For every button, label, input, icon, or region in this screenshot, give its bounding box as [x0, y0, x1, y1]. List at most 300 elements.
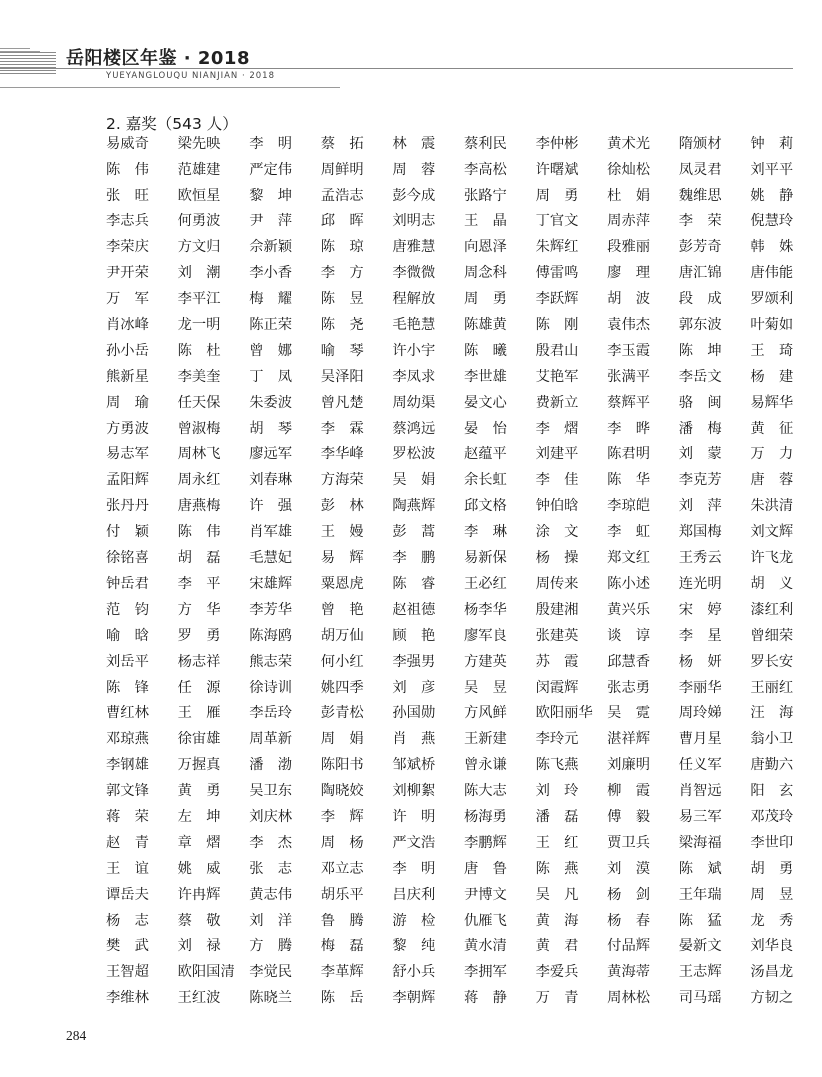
person-name: 曾淑梅	[177, 420, 221, 437]
person-name: 喻晗	[106, 627, 164, 644]
person-name: 张志勇	[607, 679, 651, 696]
person-name: 李玲元	[535, 731, 579, 748]
person-name: 刘建平	[535, 446, 579, 463]
person-name: 李晔	[607, 420, 665, 437]
person-name: 李荣庆	[106, 239, 149, 256]
person-name: 刘华良	[750, 938, 794, 955]
person-name: 鲁腾	[320, 912, 378, 929]
person-name: 朱委波	[249, 394, 293, 411]
name-row	[106, 519, 794, 545]
person-name: 闵霞辉	[535, 679, 579, 696]
person-name: 王秀云	[678, 550, 722, 567]
person-name: 任天保	[177, 394, 221, 411]
person-name: 黄术光	[607, 135, 651, 152]
person-name: 彭林	[320, 498, 378, 515]
person-name: 吴霓	[607, 705, 665, 722]
person-name: 陈杜	[177, 342, 235, 359]
person-name: 郑文红	[607, 550, 651, 567]
person-name: 梅耀	[249, 291, 307, 308]
name-row	[106, 493, 794, 519]
person-name: 罗长安	[750, 653, 794, 670]
person-name: 喻琴	[320, 342, 378, 359]
name-row	[106, 468, 808, 494]
person-name: 李霖	[320, 420, 378, 437]
person-name: 陶晓姣	[320, 783, 364, 800]
person-name: 游检	[392, 912, 450, 929]
person-name: 刘潮	[177, 265, 235, 282]
person-name: 万军	[106, 291, 164, 308]
person-name: 李世印	[750, 834, 794, 851]
name-row	[106, 623, 794, 649]
person-name: 陈小述	[607, 575, 651, 592]
person-name: 晏怡	[463, 420, 522, 437]
person-name: 李平	[177, 575, 235, 592]
person-name: 周昱	[750, 886, 808, 903]
person-name: 吴卫东	[249, 783, 293, 800]
person-name: 徐铭喜	[106, 550, 149, 567]
person-name: 陈岳	[320, 990, 378, 1007]
person-name: 欧阳国清	[177, 964, 235, 981]
person-name: 黄兴乐	[607, 601, 651, 618]
person-name: 曾细荣	[750, 627, 794, 644]
person-name: 方华	[177, 601, 235, 618]
person-name: 方海荣	[320, 472, 364, 489]
person-name: 何勇波	[177, 213, 221, 230]
person-name: 程解放	[392, 291, 436, 308]
person-name: 胡勇	[750, 860, 808, 877]
name-row	[106, 778, 808, 804]
person-name: 左坤	[177, 808, 235, 825]
person-name: 邱晖	[320, 213, 378, 230]
name-row	[106, 183, 808, 209]
person-name: 刘萍	[678, 498, 736, 515]
person-name: 骆闽	[678, 394, 736, 411]
name-row	[106, 571, 808, 597]
person-name: 刘蒙	[678, 446, 736, 463]
person-name: 张志	[249, 860, 307, 877]
person-name: 胡琴	[249, 420, 307, 437]
person-name: 梁海福	[678, 834, 722, 851]
person-name: 欧恒星	[177, 187, 221, 204]
person-name: 晏新文	[678, 938, 722, 955]
person-name: 李辉	[320, 808, 378, 825]
person-name: 刘岳平	[106, 653, 149, 670]
person-name: 李鹏辉	[463, 834, 507, 851]
person-name: 陈猛	[678, 912, 736, 929]
yearbook-title: 岳阳楼区年鉴 · 2018	[66, 48, 250, 69]
person-name: 廖军良	[463, 627, 507, 644]
name-row	[106, 752, 794, 778]
person-name: 陈尧	[320, 317, 378, 334]
person-name: 易三军	[678, 808, 722, 825]
person-name: 杨海勇	[463, 808, 507, 825]
person-name: 周勇	[463, 291, 522, 308]
person-name: 谭岳夫	[106, 886, 149, 903]
name-row	[106, 985, 794, 1011]
person-name: 陈伟	[177, 524, 235, 541]
header-rule	[0, 87, 340, 88]
person-name: 唐勤六	[750, 757, 794, 774]
person-name: 赵蕴平	[463, 446, 507, 463]
person-name: 徐灿松	[607, 161, 651, 178]
person-name: 吕庆利	[392, 886, 436, 903]
person-name: 刘洋	[249, 912, 307, 929]
person-name: 任源	[177, 679, 235, 696]
person-name: 周念科	[463, 265, 507, 282]
person-name: 李凤求	[392, 368, 436, 385]
person-name: 陈坤	[678, 342, 736, 359]
person-name: 李世雄	[463, 368, 507, 385]
person-name: 赵祖德	[392, 601, 436, 618]
name-row	[106, 545, 794, 571]
person-name: 周永红	[177, 472, 221, 489]
person-name: 刘平平	[750, 161, 794, 178]
person-name: 傅雷鸣	[535, 265, 579, 282]
person-name: 费新立	[535, 394, 579, 411]
person-name: 梅磊	[320, 938, 378, 955]
person-name: 毛艳慧	[392, 317, 436, 334]
person-name: 黄水清	[463, 938, 507, 955]
person-name: 李方	[320, 265, 378, 282]
person-name: 郭东波	[678, 317, 722, 334]
person-name: 陈睿	[392, 575, 450, 592]
person-name: 章熠	[177, 834, 235, 851]
person-name: 李觉民	[249, 964, 293, 981]
person-name: 方建英	[463, 653, 507, 670]
person-name: 王谊	[106, 860, 164, 877]
person-name: 胡乐平	[320, 886, 364, 903]
person-name: 陈刚	[535, 317, 593, 334]
person-name: 樊武	[106, 938, 164, 955]
person-name: 翁小卫	[750, 731, 794, 748]
person-name: 王晶	[463, 213, 522, 230]
person-name: 向恩泽	[463, 239, 507, 256]
person-name: 梁先映	[177, 135, 221, 152]
person-name: 杜娟	[607, 187, 665, 204]
person-name: 陶燕辉	[392, 498, 436, 515]
person-name: 顾艳	[392, 627, 450, 644]
person-name: 曾娜	[249, 342, 307, 359]
person-name: 周瑜	[106, 394, 164, 411]
person-name: 王红	[535, 834, 593, 851]
person-name: 李美奎	[177, 368, 221, 385]
person-name: 林震	[392, 135, 450, 152]
person-name: 许飞龙	[750, 550, 794, 567]
person-name: 钟莉	[750, 135, 808, 152]
person-name: 李高松	[463, 161, 507, 178]
person-name: 李克芳	[678, 472, 722, 489]
person-name: 潘磊	[535, 808, 593, 825]
person-name: 阳玄	[750, 783, 808, 800]
person-name: 胡万仙	[320, 627, 364, 644]
person-name: 邓茂玲	[750, 808, 794, 825]
person-name: 孙国勋	[392, 705, 436, 722]
person-name: 易志军	[106, 446, 149, 463]
person-name: 黄君	[535, 938, 593, 955]
name-row	[106, 260, 794, 286]
person-name: 仇雁飞	[463, 912, 507, 929]
person-name: 唐汇锦	[678, 265, 722, 282]
person-name: 周革新	[249, 731, 293, 748]
person-name: 李熠	[535, 420, 593, 437]
person-name: 殷建湘	[535, 601, 579, 618]
person-name: 陈伟	[106, 161, 164, 178]
name-row	[106, 597, 794, 623]
name-row	[106, 726, 794, 752]
person-name: 李革辉	[320, 964, 364, 981]
person-name: 袁伟杰	[607, 317, 651, 334]
person-name: 黎坤	[249, 187, 307, 204]
person-name: 漆红利	[750, 601, 794, 618]
person-name: 唐雅慧	[392, 239, 436, 256]
person-name: 黄海蒂	[607, 964, 651, 981]
person-name: 李佳	[535, 472, 593, 489]
person-name: 钟伯晗	[535, 498, 579, 515]
person-name: 龙秀	[750, 912, 808, 929]
person-name: 涂文	[535, 524, 593, 541]
person-name: 张建英	[535, 627, 579, 644]
person-name: 周鲜明	[320, 161, 364, 178]
person-name: 叶菊如	[750, 317, 794, 334]
person-name: 罗松波	[392, 446, 436, 463]
person-name: 吴凡	[535, 886, 593, 903]
person-name: 吴娟	[392, 472, 450, 489]
person-name: 韩姝	[750, 239, 808, 256]
person-name: 付颖	[106, 524, 164, 541]
person-name: 陈斌	[678, 860, 736, 877]
person-name: 周林飞	[177, 446, 221, 463]
person-name: 李琼皑	[607, 498, 651, 515]
section-title: 2. 嘉奖（543 人）	[106, 115, 238, 133]
person-name: 彭蒿	[392, 524, 450, 541]
person-name: 王丽红	[750, 679, 794, 696]
person-name: 舒小兵	[392, 964, 436, 981]
person-name: 王雁	[177, 705, 235, 722]
person-name: 佘新颖	[249, 239, 293, 256]
person-name: 周娟	[320, 731, 378, 748]
person-name: 张路宁	[463, 187, 507, 204]
person-name: 汤昌龙	[750, 964, 794, 981]
person-name: 汪海	[750, 705, 808, 722]
person-name: 苏霞	[535, 653, 593, 670]
person-name: 徐诗训	[249, 679, 293, 696]
person-name: 李虹	[607, 524, 665, 541]
person-name: 丁官文	[535, 213, 579, 230]
person-name: 李维林	[106, 990, 149, 1007]
person-name: 王新建	[463, 731, 507, 748]
person-name: 殷君山	[535, 342, 579, 359]
person-name: 许小宇	[392, 342, 436, 359]
person-name: 孟阳辉	[106, 472, 149, 489]
person-name: 唐蓉	[750, 472, 808, 489]
person-name: 邱文格	[463, 498, 507, 515]
name-row	[106, 934, 794, 960]
person-name: 周赤萍	[607, 213, 651, 230]
person-name: 李丽华	[678, 679, 722, 696]
person-name: 周蓉	[392, 161, 450, 178]
person-name: 陈大志	[463, 783, 507, 800]
page-number: 284	[66, 1028, 87, 1043]
person-name: 罗颂利	[750, 291, 794, 308]
person-name: 李明	[392, 860, 450, 877]
person-name: 黄勇	[177, 783, 235, 800]
person-name: 王嫚	[320, 524, 378, 541]
person-name: 唐鲁	[463, 860, 522, 877]
person-name: 李志兵	[106, 213, 149, 230]
name-row	[106, 312, 794, 338]
person-name: 傅毅	[607, 808, 665, 825]
person-name: 周勇	[535, 187, 593, 204]
person-name: 邓琼燕	[106, 731, 149, 748]
person-name: 李朝辉	[392, 990, 436, 1007]
person-name: 杨操	[535, 550, 593, 567]
person-name: 万青	[535, 990, 593, 1007]
person-name: 张旺	[106, 187, 164, 204]
name-row	[106, 442, 808, 468]
person-name: 肖智远	[678, 783, 722, 800]
name-row	[106, 882, 808, 908]
header-stripe-block	[0, 52, 56, 76]
person-name: 方风鲜	[463, 705, 507, 722]
person-name: 尹开荣	[106, 265, 149, 282]
person-name: 唐伟能	[750, 265, 794, 282]
person-name: 张满平	[607, 368, 651, 385]
person-name: 杨剑	[607, 886, 665, 903]
person-name: 彭青松	[320, 705, 364, 722]
yearbook-subtitle: YUEYANGLOUQU NIANJIAN · 2018	[106, 71, 275, 81]
name-row	[106, 908, 808, 934]
person-name: 严定伟	[249, 161, 293, 178]
person-name: 任义军	[678, 757, 722, 774]
person-name: 李仲彬	[535, 135, 579, 152]
page-header	[0, 0, 793, 96]
person-name: 邓立志	[320, 860, 364, 877]
name-row	[106, 701, 808, 727]
person-name: 刘漠	[607, 860, 665, 877]
person-name: 李琳	[463, 524, 522, 541]
person-name: 邱慧香	[607, 653, 651, 670]
name-list	[106, 131, 808, 1011]
person-name: 孙小岳	[106, 342, 149, 359]
person-name: 姚静	[750, 187, 808, 204]
person-name: 刘文辉	[750, 524, 794, 541]
person-name: 李荣	[678, 213, 736, 230]
person-name: 郑国梅	[678, 524, 722, 541]
person-name: 何小红	[320, 653, 364, 670]
person-name: 司马瑶	[678, 990, 722, 1007]
person-name: 黄志伟	[249, 886, 293, 903]
person-name: 宋婷	[678, 601, 736, 618]
person-name: 李平江	[177, 291, 221, 308]
person-name: 李明	[249, 135, 307, 152]
person-name: 刘明志	[392, 213, 436, 230]
person-name: 方文归	[177, 239, 221, 256]
person-name: 陈飞燕	[535, 757, 579, 774]
person-name: 方腾	[249, 938, 307, 955]
person-name: 刘春琳	[249, 472, 293, 489]
name-row	[106, 338, 808, 364]
person-name: 黄海	[535, 912, 593, 929]
name-row	[106, 856, 808, 882]
person-name: 谈谆	[607, 627, 665, 644]
person-name: 万力	[750, 446, 808, 463]
person-name: 陈琼	[320, 239, 378, 256]
person-name: 曾凡楚	[320, 394, 364, 411]
person-name: 易新保	[463, 550, 507, 567]
person-name: 丁凤	[249, 368, 307, 385]
person-name: 王智超	[106, 964, 149, 981]
person-name: 朱洪清	[750, 498, 794, 515]
person-name: 许强	[249, 498, 307, 515]
person-name: 许曙斌	[535, 161, 579, 178]
person-name: 付品辉	[607, 938, 651, 955]
name-row	[106, 364, 808, 390]
person-name: 毛慧妃	[249, 550, 293, 567]
person-name: 蒋静	[463, 990, 522, 1007]
person-name: 廖理	[607, 265, 665, 282]
name-row	[106, 390, 794, 416]
header-rule	[0, 48, 30, 49]
person-name: 龙一明	[177, 317, 221, 334]
person-name: 黄征	[750, 420, 808, 437]
person-name: 易辉华	[750, 394, 794, 411]
person-name: 王红波	[177, 990, 221, 1007]
person-name: 胡波	[607, 291, 665, 308]
person-name: 段雅丽	[607, 239, 651, 256]
person-name: 李星	[678, 627, 736, 644]
person-name: 欧阳丽华	[535, 705, 593, 722]
person-name: 蔡鸿远	[392, 420, 436, 437]
person-name: 余长虹	[463, 472, 507, 489]
person-name: 陈君明	[607, 446, 651, 463]
person-name: 周传来	[535, 575, 579, 592]
person-name: 肖燕	[392, 731, 450, 748]
person-name: 曹红林	[106, 705, 149, 722]
person-name: 陈正荣	[249, 317, 293, 334]
person-name: 尹博文	[463, 886, 507, 903]
person-name: 陈曦	[463, 342, 522, 359]
person-name: 姚四季	[320, 679, 364, 696]
person-name: 杨志祥	[177, 653, 221, 670]
person-name: 陈华	[607, 472, 665, 489]
person-name: 连光明	[678, 575, 722, 592]
person-name: 贾卫兵	[607, 834, 651, 851]
person-name: 蔡拓	[320, 135, 378, 152]
person-name: 李跃辉	[535, 291, 579, 308]
person-name: 李杰	[249, 834, 307, 851]
person-name: 肖军雄	[249, 524, 293, 541]
person-name: 艾艳军	[535, 368, 579, 385]
person-name: 熊志荣	[249, 653, 293, 670]
person-name: 张丹丹	[106, 498, 149, 515]
person-name: 吴昱	[463, 679, 522, 696]
person-name: 罗勇	[177, 627, 235, 644]
person-name: 潘梅	[678, 420, 736, 437]
person-name: 孟浩志	[320, 187, 364, 204]
person-name: 曾永谦	[463, 757, 507, 774]
person-name: 湛祥辉	[607, 731, 651, 748]
person-name: 唐燕梅	[177, 498, 221, 515]
person-name: 肖冰峰	[106, 317, 149, 334]
person-name: 曹月星	[678, 731, 722, 748]
person-name: 李芳华	[249, 601, 293, 618]
person-name: 杨志	[106, 912, 164, 929]
person-name: 杨妍	[678, 653, 736, 670]
person-name: 彭芳奇	[678, 239, 722, 256]
person-name: 陈晓兰	[249, 990, 293, 1007]
person-name: 刘彦	[392, 679, 450, 696]
person-name: 周玲娣	[678, 705, 722, 722]
